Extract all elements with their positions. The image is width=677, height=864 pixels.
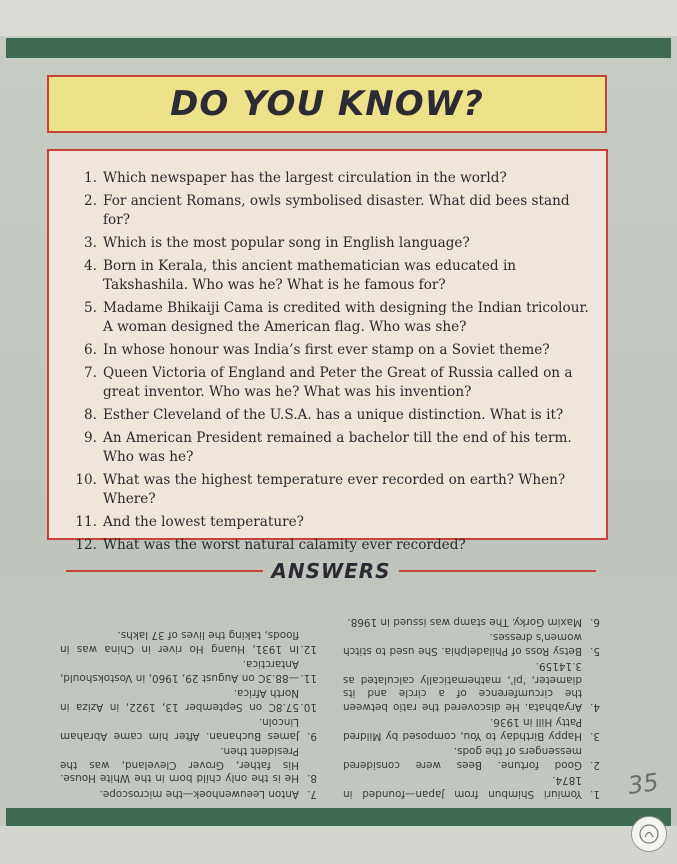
question-item bbox=[71, 234, 596, 253]
archive-logo-icon bbox=[631, 816, 667, 852]
answer-item bbox=[60, 686, 317, 713]
question-text: Which is the most popular song in English language? bbox=[103, 235, 470, 251]
answer-number: 5. bbox=[590, 645, 600, 657]
question-text: Madame Bhikaiji Cama is credited with designing the Indian tricolour. A woman designed the American flag. Who was she? bbox=[103, 300, 589, 335]
answers-column-left bbox=[343, 590, 600, 800]
answers-upside-down bbox=[60, 590, 600, 800]
answer-item bbox=[60, 715, 317, 742]
answer-text: Happy Birthday to You, composed by Mildred Patty Hill in 1936. bbox=[343, 716, 582, 742]
answers-title: ANSWERS bbox=[271, 559, 391, 583]
question-item bbox=[71, 406, 596, 425]
answers-rule-right bbox=[399, 570, 596, 572]
question-text: Which newspaper has the largest circulation in the world? bbox=[103, 170, 507, 186]
answer-text: Aryabhata. He discovered the ratio between the circumference of a circle and its diameter, 'pi', mathematically calculated as 3.14159. bbox=[343, 660, 582, 713]
page-number: 35 bbox=[626, 768, 661, 800]
answer-number: 11. bbox=[300, 672, 317, 684]
question-text: For ancient Romans, owls symbolised disaster. What did bees stand for? bbox=[103, 193, 570, 228]
question-item bbox=[71, 257, 596, 295]
question-item bbox=[71, 471, 596, 509]
question-number: 10. bbox=[75, 472, 97, 488]
question-item bbox=[71, 192, 596, 230]
answer-number: 2. bbox=[590, 759, 600, 771]
answer-number: 7. bbox=[307, 788, 317, 800]
answers-rule-left bbox=[66, 570, 263, 572]
answer-text: 57.8C on September 13, 1922, in Aziza in North Africa. bbox=[60, 687, 299, 713]
answer-number: 10. bbox=[300, 701, 317, 713]
top-green-bar bbox=[6, 38, 671, 58]
top-margin bbox=[0, 0, 677, 36]
question-number: 2. bbox=[84, 193, 97, 209]
page-title: DO YOU KNOW? bbox=[170, 84, 484, 124]
answer-text: He is the only child born in the White House. His father, Grover Cleveland, was the President then. bbox=[60, 745, 299, 785]
question-item bbox=[71, 536, 596, 555]
question-number: 12. bbox=[75, 537, 97, 553]
question-item bbox=[71, 429, 596, 467]
answer-number: 1. bbox=[590, 788, 600, 800]
answer-item bbox=[343, 744, 600, 771]
answers-heading bbox=[66, 558, 596, 584]
question-item bbox=[71, 299, 596, 337]
answer-number: 12. bbox=[300, 643, 317, 655]
answer-item bbox=[343, 773, 600, 800]
question-text: Esther Cleveland of the U.S.A. has a unique distinction. What is it? bbox=[103, 407, 564, 423]
bottom-margin bbox=[0, 826, 677, 864]
answer-item bbox=[343, 615, 600, 629]
answer-text: In 1931, Huang Ho river in China was in floods, taking the lives of 37 lakhs. bbox=[60, 629, 299, 655]
question-number: 9. bbox=[84, 430, 97, 446]
question-text: What was the highest temperature ever recorded on earth? When? Where? bbox=[103, 472, 566, 507]
answer-text: James Buchanan. After him came Abraham Lincoln. bbox=[60, 716, 299, 742]
answer-item bbox=[343, 715, 600, 742]
answer-number: 4. bbox=[590, 701, 600, 713]
question-number: 11. bbox=[75, 514, 97, 530]
answer-text: Maxim Gorky. The stamp was issued in 1968. bbox=[347, 616, 582, 628]
answer-number: 3. bbox=[590, 730, 600, 742]
bottom-green-bar bbox=[6, 808, 671, 826]
answer-text: Betsy Ross of Philadelphia. She used to stitch women's dresses. bbox=[343, 631, 582, 657]
question-number: 1. bbox=[84, 170, 97, 186]
question-number: 5. bbox=[84, 300, 97, 316]
answer-item bbox=[60, 744, 317, 785]
answer-item bbox=[343, 659, 600, 713]
answer-number: 9. bbox=[307, 730, 317, 742]
question-number: 4. bbox=[84, 258, 97, 274]
answer-item bbox=[60, 657, 317, 684]
question-text: Queen Victoria of England and Peter the Great of Russia called on a great inventor. Who was he? What was his invention? bbox=[103, 365, 573, 400]
answer-text: Good fortune. Bees were considered messengers of the gods. bbox=[343, 745, 582, 771]
question-number: 8. bbox=[84, 407, 97, 423]
question-text: Born in Kerala, this ancient mathematician was educated in Takshashila. Who was he? What is he famous for? bbox=[103, 258, 517, 293]
question-item bbox=[71, 169, 596, 188]
question-number: 3. bbox=[84, 235, 97, 251]
questions-box bbox=[47, 149, 608, 553]
answer-number: 6. bbox=[590, 616, 600, 628]
answer-text: Yomiuri Shimbun from Japan—founded in 1874. bbox=[343, 774, 582, 800]
question-text: And the lowest temperature? bbox=[103, 514, 304, 530]
question-number: 7. bbox=[84, 365, 97, 381]
question-number: 6. bbox=[84, 342, 97, 358]
question-item bbox=[71, 341, 596, 360]
answer-text: —88.3C on August 29, 1960, in Vostokshould, Antarctica. bbox=[60, 658, 299, 684]
answer-number: 8. bbox=[307, 772, 317, 785]
question-item bbox=[71, 513, 596, 532]
answers-column-right bbox=[60, 590, 317, 800]
question-text: An American President remained a bachelor till the end of his term. Who was he? bbox=[103, 430, 572, 465]
answer-item bbox=[60, 628, 317, 655]
title-banner bbox=[47, 75, 607, 133]
question-text: What was the worst natural calamity ever recorded? bbox=[103, 537, 466, 553]
answer-text: Anton Leeuwenhoek—the microscope. bbox=[99, 788, 299, 800]
answer-item bbox=[60, 787, 317, 801]
answer-item bbox=[343, 630, 600, 657]
question-text: In whose honour was India’s first ever stamp on a Soviet theme? bbox=[103, 342, 550, 358]
question-item bbox=[71, 364, 596, 402]
